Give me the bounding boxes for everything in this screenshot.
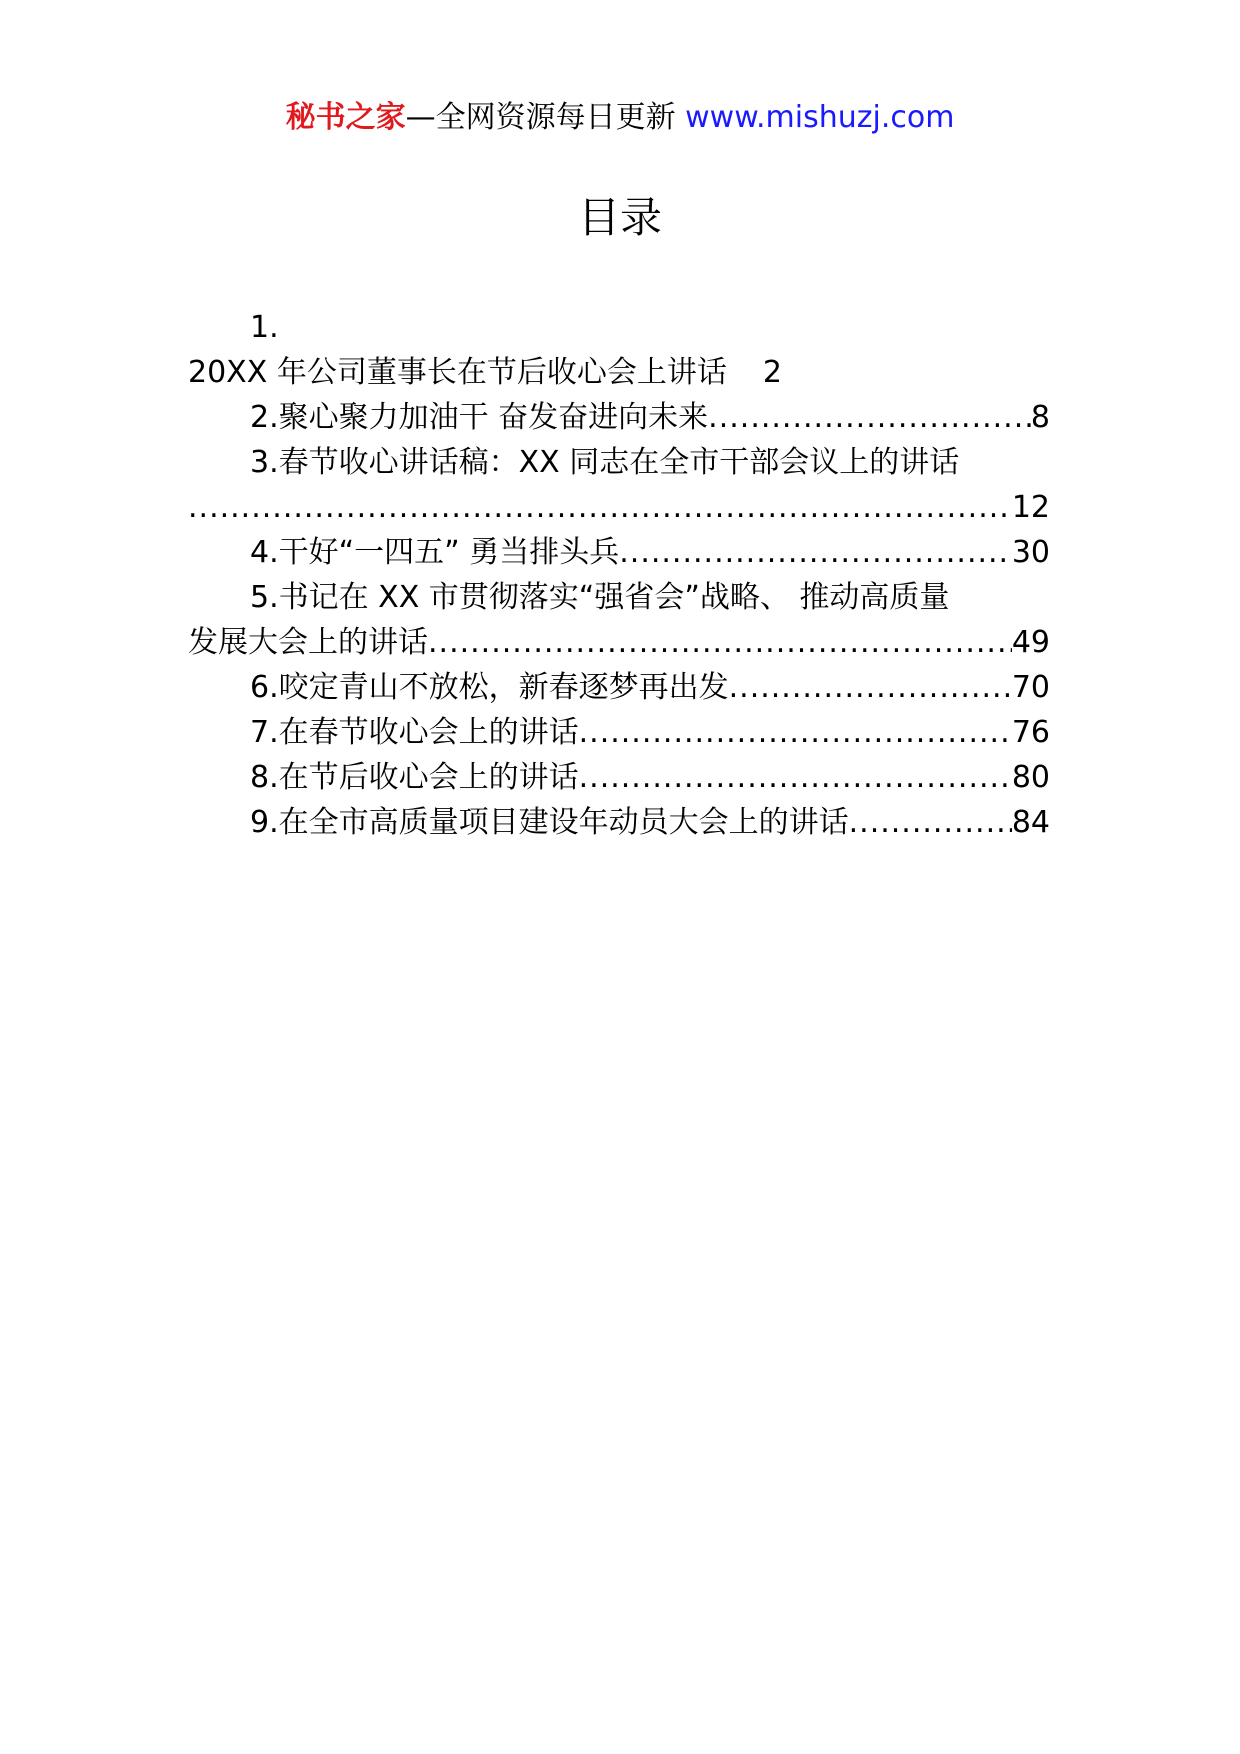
site-url-link[interactable]: www.mishuzj.com [685,100,955,135]
dot-leader [188,485,1012,530]
toc-item-6[interactable] [188,665,1050,710]
dot-leader [579,755,1012,800]
dot-leader [708,395,1031,440]
toc-item-7-page: 76 [1011,715,1050,750]
toc-item-8-page: 80 [1011,760,1050,795]
toc-item-6-label: 6.咬定青山不放松，新春逐梦再出发 [250,670,729,705]
toc-item-5-page: 49 [1011,625,1050,660]
dot-leader [428,620,1012,665]
dot-leader [729,665,1012,710]
site-banner [0,98,1240,138]
toc-item-9[interactable] [188,800,1050,845]
toc-item-5-label-line2: 发展大会上的讲话 [188,625,428,660]
toc-item-2[interactable] [188,395,1050,440]
toc-item-2-page: 8 [1030,400,1050,435]
toc-item-4-label: 4.干好“一四五” 勇当排头兵 [250,535,620,570]
toc-item-6-page: 70 [1011,670,1050,705]
toc-item-7-label: 7.在春节收心会上的讲话 [250,715,579,750]
toc-item-8-label: 8.在节后收心会上的讲话 [250,760,579,795]
toc-item-5-label-line1[interactable]: 5.书记在 XX 市贯彻落实“强省会”战略、 推动高质量 [250,580,950,615]
toc-item-5[interactable] [188,620,1050,665]
toc-item-7[interactable] [188,710,1050,755]
toc-item-3-page: 12 [1011,490,1050,525]
toc-item-2-label: 2.聚心聚力加油干 奋发奋进向未来 [250,400,709,435]
dot-leader [849,800,1012,845]
toc-item-1-label: 20XX 年公司董事长在节后收心会上讲话 [188,355,727,390]
table-of-contents [188,305,1050,845]
toc-item-1-number[interactable]: 1. [250,310,279,345]
dot-leader [619,530,1012,575]
toc-item-9-page: 84 [1011,805,1050,840]
brand-name: 秘书之家 [285,100,406,135]
toc-item-3-label[interactable]: 3.春节收心讲话稿：XX 同志在全市干部会议上的讲话 [250,445,960,480]
toc-item-1-page: 2 [762,355,782,390]
toc-item-9-label: 9.在全市高质量项目建设年动员大会上的讲话 [250,805,849,840]
toc-item-4-page: 30 [1011,535,1050,570]
toc-item-8[interactable] [188,755,1050,800]
toc-item-3[interactable] [188,485,1050,530]
dot-leader [579,710,1012,755]
banner-tagline: —全网资源每日更新 [405,100,686,135]
toc-item-1[interactable] [188,350,1050,395]
toc-item-4[interactable] [188,530,1050,575]
page-title: 目录 [577,193,662,242]
